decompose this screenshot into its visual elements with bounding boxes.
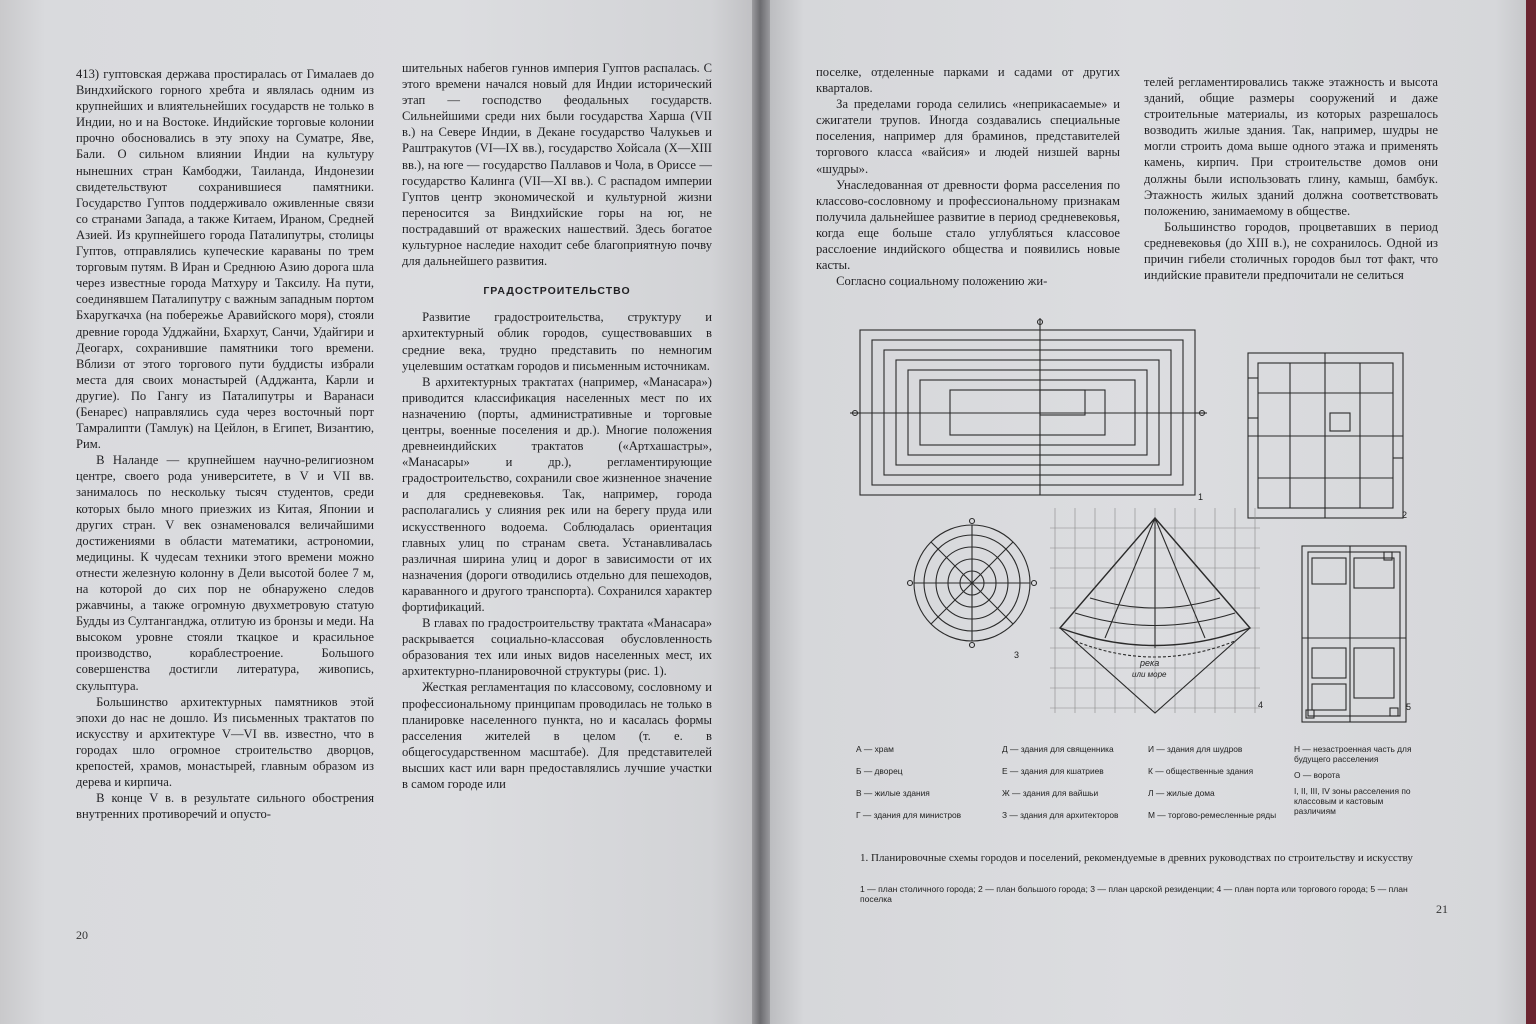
- section-heading: ГРАДОСТРОИТЕЛЬСТВО: [483, 285, 631, 298]
- background-edge: [1526, 0, 1536, 1024]
- paragraph: В главах по градостроительству трактата «Манасара» раскрывается социально-классовая обусловленность образования тех или иных видов населенных мест, их архитектурно-планировочной структуры (рис. 1).: [402, 616, 712, 679]
- paragraph: телей регламентировались также этажность и высота зданий, общие размеры сооружений и даже строительные материалы, из которых разрешалось возводить жилые здания. Так, например, шудры не могли строить дома выше одного этажа и применять камень, кирпич. При строительстве домов они должны были использовать глину, камыш, бамбук. Этажность жилых зданий должна соответствовать положению, занимаемому в обществе.: [1144, 75, 1438, 218]
- left-page-column-1: [76, 66, 374, 822]
- river-label: река: [1140, 658, 1160, 668]
- figure-caption: 1. Планировочные схемы городов и поселений, рекомендуемые в древних руководствах по строительству и искусству: [860, 852, 1413, 864]
- city-plans-figure: [850, 318, 1420, 738]
- legend-item: М — торгово-ремесленные ряды: [1148, 810, 1277, 820]
- plan-number-label: 4: [1258, 700, 1264, 710]
- right-page-column-1: [816, 64, 1120, 289]
- legend-item: К — общественные здания: [1148, 766, 1254, 776]
- page-number-left: 20: [76, 928, 88, 942]
- paragraph: шительных набегов гуннов империя Гуптов распалась. С этого времени начался новый для Индии исторический этап — господство феодальных государств. Сильнейшими среди них были государства Харша (VII в.) на Севере Индии, в Декане государство Чалукьев и Раштракутов (VI—IX вв.), государство Хойсала (X—XIII вв.), на юге — государство Паллавов и Чола, в Ориссе — государство Калинга (VII—XI вв.). С распадом империи Гуптов центр экономической и культурной жизни переносится за Виндхийские горы на юг, не пострадавший от вражеских нашествий. Здесь богатое культурное наследие находит себе благоприятную почву для дальнейшего развития.: [402, 61, 712, 269]
- legend-item: I, II, III, IV зоны расселения по классовым и кастовым различиям: [1294, 786, 1411, 816]
- paragraph: За пределами города селились «неприкасаемые» и сжигатели трупов. Иногда создавались специальные поселения, например для браминов, представителей торгового класса «вайсия» и людей низшей варны «шудры».: [816, 97, 1120, 176]
- legend-item: Г — здания для министров: [856, 810, 962, 820]
- plan-2-large-town: [1248, 353, 1403, 518]
- legend-item: Л — жилые дома: [1148, 788, 1215, 798]
- right-page-column-2: [1144, 74, 1438, 283]
- paragraph: Унаследованная от древности форма расселения по классово-сословному и профессиональному признакам получила дальнейшее развитие в период средневековья, когда еще больше стало углубляться классовое расслоение индийского общества и появились новые касты.: [816, 177, 1120, 273]
- paragraph: поселке, отделенные парками и садами от других кварталов.: [816, 65, 1120, 96]
- paragraph: 413) гуптовская держава простиралась от Гималаев до Виндхийского горного хребта и являлась одним из крупнейших и влиятельнейших государств не только в Индии, но и на Востоке. Индийские торговые колонии прочно обосновались в эту эпоху на Суматре, Яве, Бали. О сильном влиянии Индии на культуру нынешних стран Камбоджи, Таиланда, Индонезии свидетельствуют сохранившиеся памятники. Государство Гуптов поддерживало оживленные связи со странами Запада, а также Китаем, Ираном, Средней Азией. Из крупнейшего города Паталипутры, столицы Гуптов, отправлялись купеческие караваны по трем торговым путям. В Иран и Среднюю Азию дорога шла через известные города Матхуру и Таксилу. На пути, соединявшем Паталипутру с важным западным портом Бхаругкачха (на побережье Аравийского моря), стояли древние города Удджайни, Бхархут, Санчи, Удайгири и Деогарх, сохранившие памятники того времени. Вблизи от этого торгового пути буддисты избрали места для своих монастырей (Адджанта, Карли и другие). По Гангу из Паталипутры и Варанаси (Бенарес) направлялись суда через восточный порт Тамралипти (Тамлук) на Цейлон, в Египет, Византию, Рим.: [76, 67, 374, 452]
- legend-item: И — здания для шудров: [1148, 744, 1243, 754]
- plan-3-royal-residence: [908, 519, 1037, 648]
- paragraph: В архитектурных трактатах (например, «Манасара») приводится классификация населенных мест по их назначению (порты, административные и торговые центры, военные поселения и др.). Многие положения древнеиндийских трактатов («Артхашастры», «Манасары» и др.), регламентирующие градостроительство, сохранили свое жизненное значение и для средневековья. Так, например, города располагались у слияния рек или на берегу пруда или искусственного водоема. Соблюдалась ориентация главных улиц по странам света. Устанавливалась различная ширина улиц и дорог в зависимости от их назначения (дороги отводились отдельно для пешеходов, караванного и другого транспорта). Сохранился характер фортификаций.: [402, 374, 712, 614]
- paragraph: В конце V в. в результате сильного обострения внутренних противоречий и опусто-: [76, 791, 374, 822]
- legend-item: Д — здания для священника: [1002, 744, 1114, 754]
- paragraph: В Наланде — крупнейшем научно-религиозном центре, своего рода университете, в V и VII вв. занималось по нескольку тысяч студентов, среди которых было много приезжих из Китая, Японии и других стран. V век ознаменовался величайшими достижениями в области математики, астрономии, медицины. К чудесам техники этого времени можно отнести железную колонну в Дели высотой более 7 м, на которой до сих пор не обнаружено следов ржавчины, а также огромную двухметровую статую Будды из Султанганджа, отлитую из бронзы и меди. На высоком уровне стояли ткацкое и красильное производство, кораблестроение. Большого совершенства достигли литература, живопись, скульптура.: [76, 453, 374, 693]
- legend-item: Ж — здания для вайшьи: [1002, 788, 1099, 798]
- plan-5-village: [1302, 546, 1406, 722]
- page-number-right: 21: [1436, 902, 1448, 916]
- paragraph: Развитие градостроительства, структуру и архитектурный облик городов, существовавших в средние века, трудно представить по немногим уцелевшим остаткам городов и письменным источникам.: [402, 310, 712, 373]
- left-page-column-2: [402, 60, 712, 792]
- paragraph: Большинство архитектурных памятников этой эпохи до нас не дошло. Из письменных трактатов по искусству и архитектуре V—VI вв. известно, что в городах шло огромное строительство дворцов, крепостей, храмов, монастырей, главным образом из дерева и кирпича.: [76, 694, 374, 790]
- paragraph: Большинство городов, процветавших в период средневековья (до XIII в.), не сохранилось. Одной из причин гибели столичных городов был тот факт, что индийские правители предпочитали не селиться: [1144, 219, 1438, 283]
- book-gutter: [752, 0, 770, 1024]
- paragraph: Согласно социальному положению жи-: [836, 274, 1048, 289]
- plan-number-label: 1: [1198, 492, 1204, 502]
- figure-caption-sub: 1 — план столичного города; 2 — план большого города; 3 — план царской резиденции; 4 — план порта или торгового города; 5 — план поселка: [860, 884, 1408, 904]
- plan-number-label: 3: [1014, 650, 1020, 660]
- legend-item: Е — здания для кшатриев: [1002, 766, 1104, 776]
- legend-item: Н — незастроенная часть для будущего расселения: [1294, 744, 1412, 764]
- paragraph: Жесткая регламентация по классовому, сословному и профессиональному принципам проводилась не только в планировке населенного пункта, но и касалась формы расселения жителей в целом (т. е. в общегосударственном масштабе). Для представителей высших каст или варн предоставлялись лучшие участки в самом городе или: [402, 680, 712, 792]
- legend-item: О — ворота: [1294, 770, 1341, 780]
- legend-item: З — здания для архитекторов: [1002, 810, 1119, 820]
- plan-number-label: 5: [1406, 702, 1412, 712]
- plan-number-label: 2: [1402, 510, 1408, 520]
- plan-4-port-town: [1050, 508, 1260, 713]
- legend-item: Б — дворец: [856, 766, 903, 776]
- plan-1-capital-city: [850, 318, 1207, 495]
- legend-item: В — жилые здания: [856, 788, 930, 798]
- sea-label: или море: [1132, 670, 1167, 679]
- legend-item: А — храм: [856, 744, 894, 754]
- figure-legend: [856, 744, 1426, 839]
